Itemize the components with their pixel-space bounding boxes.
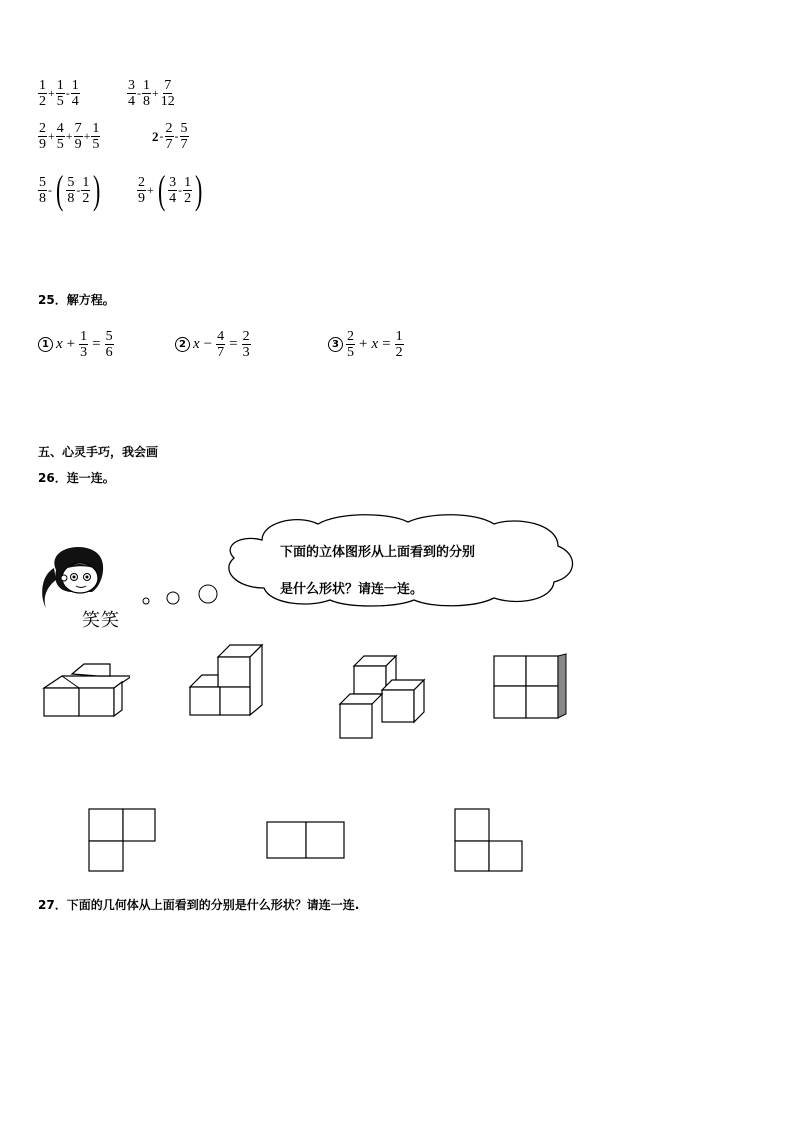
thought-bubbles [138, 582, 220, 610]
calc-expr-2: $\frac{3}{4}$ - $\frac{1}{8}$ + $\frac{7}{12}$ [128, 78, 175, 109]
girl-name: 笑笑 [82, 610, 120, 631]
q25-title: 25．解方程。 [38, 293, 115, 307]
fraction: $\frac{4}{5}$ [56, 121, 64, 152]
right-paren: ) [195, 167, 203, 212]
right-paren: ) [93, 167, 101, 212]
calc-expr-6: $\frac{2}{9}$ + ( $\frac{3}{4}$ - $\frac{1}{2}$ ) [138, 167, 203, 212]
solid-shape-1 [40, 660, 130, 720]
fraction: $\frac{7}{12}$ [160, 78, 175, 109]
fraction: $\frac{5}{6}$ [105, 329, 113, 360]
fraction: $\frac{1}{2}$ [184, 174, 192, 206]
view-shape-3 [452, 806, 526, 874]
fraction: $\frac{1}{2}$ [39, 78, 46, 109]
fraction: $\frac{4}{7}$ [217, 329, 225, 360]
fraction: $\frac{2}{9}$ [138, 174, 145, 206]
fraction: $\frac{1}{2}$ [395, 329, 403, 360]
fraction: $\frac{2}{7}$ [165, 121, 173, 152]
fraction: $\frac{2}{3}$ [242, 329, 250, 360]
solid-shape-3 [336, 652, 430, 742]
circled-number: 2 [175, 337, 190, 352]
solid-shape-4 [490, 652, 570, 724]
section-5-title: 五、心灵手巧，我会画 [38, 445, 159, 459]
fraction: $\frac{5}{8}$ [39, 174, 46, 206]
left-paren: ( [55, 167, 64, 212]
cloud-line-2: 是什么形状？请连一连。 [280, 582, 424, 597]
equation-3: 3 $\frac{2}{5}$ + x = $\frac{1}{2}$ [328, 329, 404, 360]
fraction: $\frac{7}{9}$ [74, 121, 82, 152]
fraction: $\frac{5}{7}$ [180, 121, 188, 152]
fraction: $\frac{1}{3}$ [80, 329, 88, 360]
cloud-line-1: 下面的立体图形从上面看到的分别 [280, 545, 476, 560]
calc-expr-1: $\frac{1}{2}$ + $\frac{1}{5}$ - $\frac{1}{4}$ [39, 78, 79, 109]
q27-title: 27．下面的几何体从上面看到的分别是什么形状？请连一连. [38, 898, 360, 912]
fraction: $\frac{1}{5}$ [56, 78, 64, 109]
fraction: $\frac{1}{5}$ [92, 121, 100, 152]
q26-title: 26．连一连。 [38, 471, 115, 485]
circled-number: 3 [328, 337, 343, 352]
circled-number: 1 [38, 337, 53, 352]
fraction: $\frac{5}{8}$ [67, 174, 75, 206]
fraction: $\frac{1}{2}$ [82, 174, 90, 206]
equation-2: 2 x − $\frac{4}{7}$ = $\frac{2}{3}$ [175, 329, 251, 360]
view-shape-2 [264, 819, 348, 861]
fraction: $\frac{2}{5}$ [347, 329, 354, 360]
calc-expr-4: 2 - $\frac{2}{7}$ - $\frac{5}{7}$ [152, 121, 188, 152]
fraction: $\frac{1}{4}$ [71, 78, 79, 109]
calc-expr-3: $\frac{2}{9}$ + $\frac{4}{5}$ + $\frac{7}{9}$ + $\frac{1}{5}$ [39, 121, 100, 152]
left-paren: ( [157, 167, 166, 212]
solid-shape-2 [186, 643, 266, 721]
fraction: $\frac{3}{4}$ [169, 174, 177, 206]
view-shape-1 [86, 806, 158, 874]
fraction: $\frac{1}{8}$ [143, 78, 150, 109]
equation-1: 1 x + $\frac{1}{3}$ = $\frac{5}{6}$ [38, 329, 114, 360]
fraction: $\frac{2}{9}$ [39, 121, 46, 152]
calc-expr-5: $\frac{5}{8}$ - ( $\frac{5}{8}$ - $\frac{1}{2}$ ) [39, 167, 101, 212]
fraction: $\frac{3}{4}$ [128, 78, 135, 109]
